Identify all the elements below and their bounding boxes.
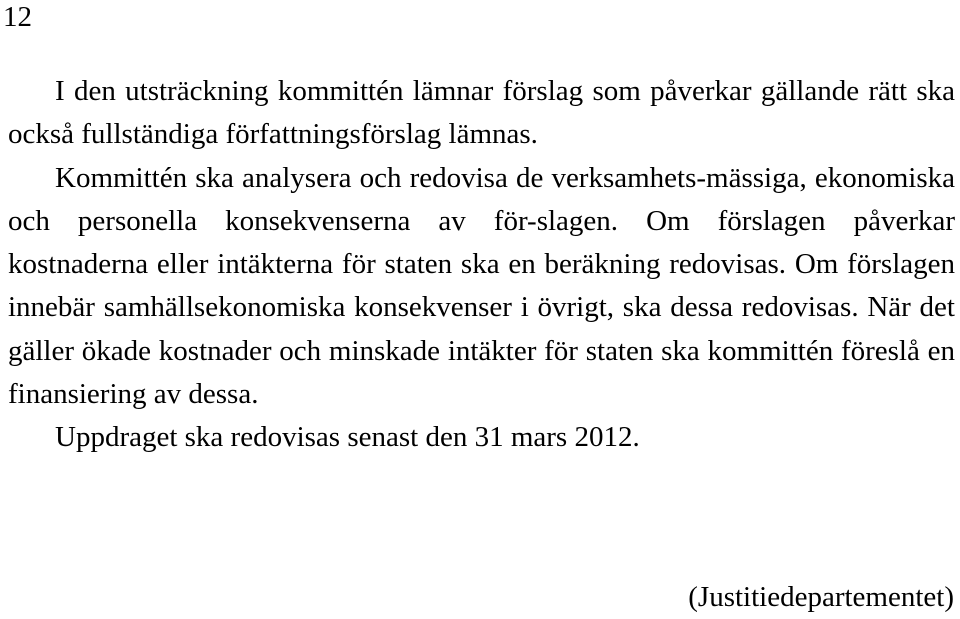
- page-number: 12: [3, 1, 32, 33]
- paragraph-consequences: Kommittén ska analysera och redovisa de verksamhets-mässiga, ekonomiska och personella konsekvenserna av för-slagen. Om förslagen påverkar kostnaderna eller intäkterna för staten ska en beräkning redovisas. Om förslagen innebär samhällsekonomiska konsekvenser i övrigt, ska dessa redovisas. När det gäller ökade kostnader och minskade intäkter för staten ska kommittén föreslå en finansiering av dessa.: [8, 161, 955, 411]
- body-text: [8, 70, 955, 460]
- department-signature: (Justitiedepartementet): [688, 581, 954, 613]
- paragraph-proposals: I den utsträckning kommittén lämnar förslag som påverkar gällande rätt ska också fullständiga författningsförslag lämnas.: [8, 75, 955, 151]
- paragraph-deadline: Uppdraget ska redovisas senast den 31 mars 2012.: [55, 421, 640, 454]
